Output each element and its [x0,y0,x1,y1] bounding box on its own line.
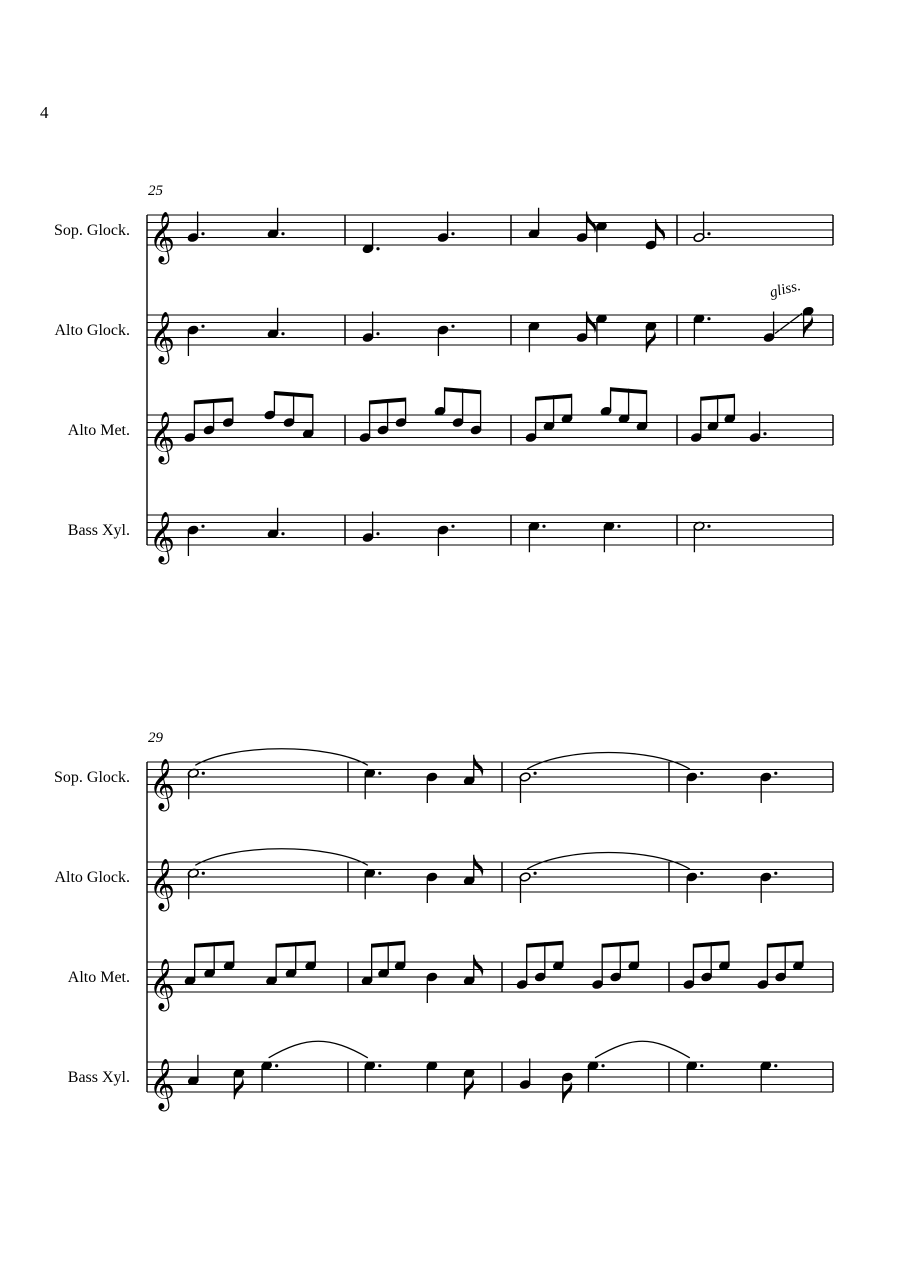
augmentation-dot [700,1064,703,1067]
measure-number: 29 [148,730,163,746]
note [187,1055,199,1086]
staff [54,749,833,812]
treble-clef-icon: 𝄞 [149,1058,176,1110]
augmentation-dot [378,772,381,775]
note [364,1061,382,1092]
instrument-label: Sop. Glock. [54,222,130,239]
instrument-label: Bass Xyl. [67,522,130,539]
augmentation-dot [617,525,620,528]
note [267,508,285,539]
staff [68,387,833,464]
measure-number: 25 [148,183,163,199]
treble-clef-icon: 𝄞 [149,758,176,810]
note [267,308,285,339]
note [437,325,455,356]
note [187,868,205,899]
note [463,855,483,886]
augmentation-dot [376,532,379,535]
note [596,221,608,252]
staff [68,941,833,1012]
note [187,525,205,556]
flag [474,855,484,877]
note [519,772,537,803]
treble-clef-icon: 𝄞 [149,411,176,463]
systems [54,183,833,1112]
augmentation-dot [601,1064,604,1067]
augmentation-dot [201,325,204,328]
note [528,321,540,352]
augmentation-dot [700,872,703,875]
note [693,521,711,552]
augmentation-dot [281,232,284,235]
augmentation-dot [202,872,205,875]
note [763,312,775,343]
instrument-label: Alto Met. [67,422,130,439]
note [693,314,711,345]
staff [68,1041,833,1111]
note [760,872,778,903]
augmentation-dot [707,232,710,235]
treble-clef-icon: 𝄞 [149,858,176,910]
page-number: 4 [40,103,49,122]
flag [474,955,484,977]
augmentation-dot [542,525,545,528]
note [187,325,205,356]
beam-group [372,941,405,981]
flag [474,755,484,777]
augmentation-dot [202,772,205,775]
augmentation-dot [763,432,766,435]
augmentation-dot [534,772,537,775]
note [528,521,546,552]
note [463,1068,475,1099]
beam-group [370,398,406,438]
note [587,1061,605,1092]
augmentation-dot [376,332,379,335]
treble-clef-icon: 𝄞 [149,511,176,563]
augmentation-dot [774,872,777,875]
note [802,306,814,337]
beam-group [611,387,647,426]
instrument-label: Bass Xyl. [67,1069,130,1086]
note [519,1059,531,1090]
beam-group [274,391,312,434]
augmentation-dot [378,872,381,875]
flag [465,1077,475,1099]
augmentation-dot [707,317,710,320]
treble-clef-icon: 𝄞 [149,211,176,263]
note [519,872,537,903]
note [426,772,438,803]
flag [234,1077,244,1099]
note [463,955,483,986]
system [54,730,833,1112]
note [426,1061,438,1092]
note [364,868,382,899]
slur [195,849,367,866]
augmentation-dot [201,232,204,235]
staff [54,278,833,364]
note [645,321,657,352]
slur [195,749,367,766]
staff [54,849,833,912]
note [686,872,704,903]
augmentation-dot [451,232,454,235]
augmentation-dot [275,1064,278,1067]
augmentation-dot [774,772,777,775]
note [267,208,285,239]
augmentation-dot [700,772,703,775]
staff [68,508,833,565]
slur [527,853,690,870]
system [54,183,833,565]
note [686,772,704,803]
slur [595,1041,690,1058]
note [437,525,455,556]
note [760,1061,778,1092]
augmentation-dot [707,525,710,528]
slur [269,1041,368,1058]
note [528,208,540,239]
slur [527,753,690,770]
augmentation-dot [281,332,284,335]
note [686,1061,704,1092]
note [362,223,380,254]
augmentation-dot [451,525,454,528]
beam-group [195,941,234,981]
augmentation-dot [451,325,454,328]
note [760,772,778,803]
note [426,972,438,1003]
beam-group [194,398,232,438]
instrument-label: Alto Glock. [54,869,130,886]
staff [54,208,833,265]
instrument-label: Alto Met. [67,969,130,986]
instrument-label: Sop. Glock. [54,769,130,786]
flag [646,330,656,352]
note [603,521,621,552]
note [187,768,205,799]
instrument-label: Alto Glock. [54,322,130,339]
note [596,314,608,345]
augmentation-dot [534,872,537,875]
note [561,1072,573,1103]
augmentation-dot [378,1064,381,1067]
note [426,872,438,903]
treble-clef-icon: 𝄞 [149,311,176,363]
augmentation-dot [376,247,379,250]
beam-group [276,941,315,981]
note [364,768,382,799]
treble-clef-icon: 𝄞 [149,958,176,1010]
note [261,1061,279,1092]
augmentation-dot [281,532,284,535]
augmentation-dot [201,525,204,528]
note [463,755,483,786]
note [233,1068,245,1099]
augmentation-dot [774,1064,777,1067]
gliss-label: gliss. [768,278,803,302]
flag [804,315,814,337]
